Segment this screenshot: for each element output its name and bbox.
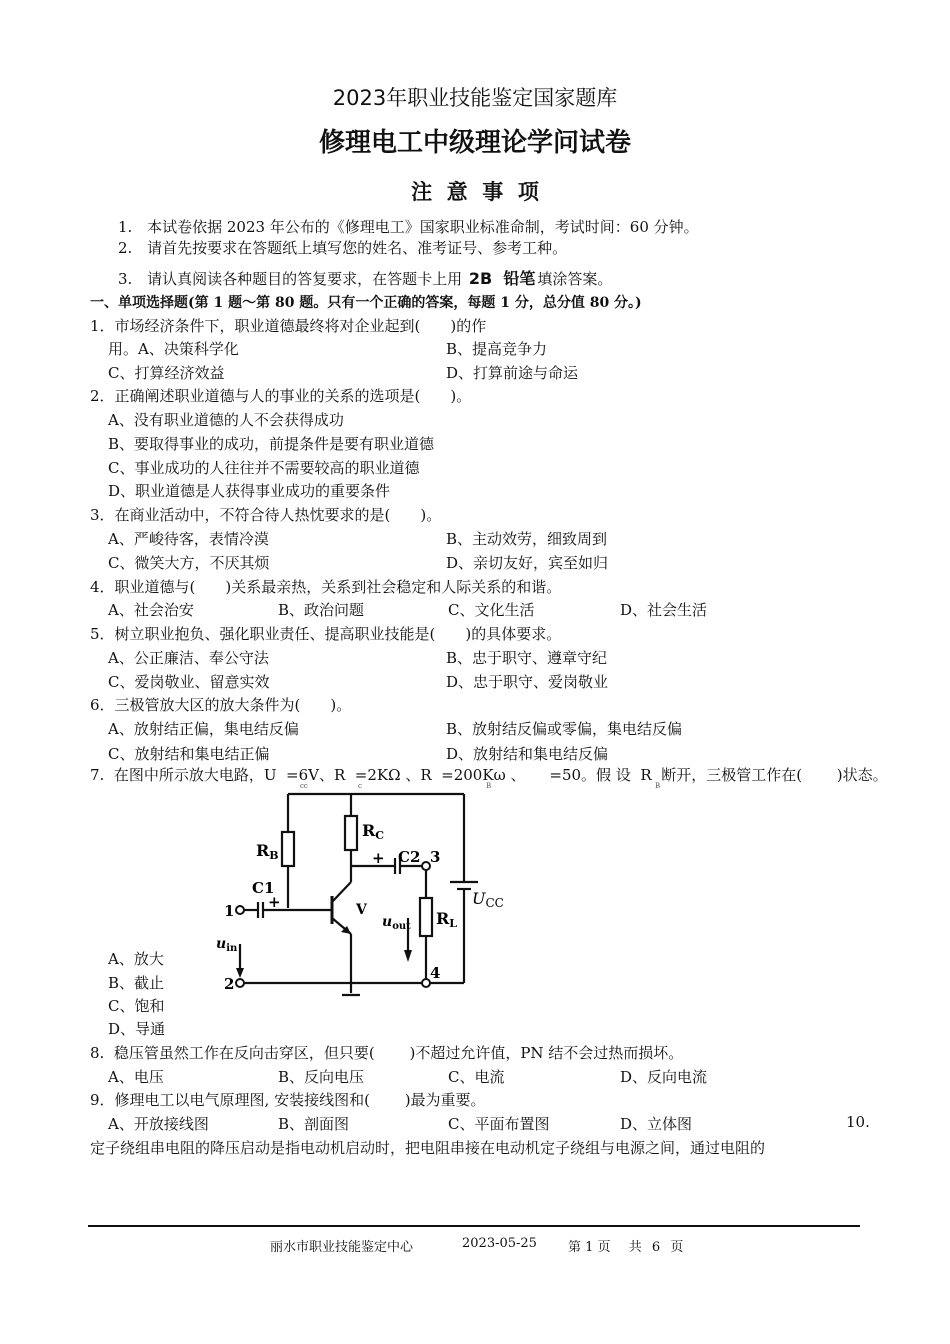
- rl-label: RL: [436, 909, 458, 930]
- q4-option-b: B、政治问题: [278, 601, 365, 619]
- q9-option-c: C、平面布置图: [448, 1115, 550, 1133]
- q8-option-a: A、电压: [108, 1068, 164, 1086]
- q1-option-b: B、提高竞争力: [446, 340, 548, 358]
- notice-title: 注 意 事 项: [411, 180, 539, 204]
- q2-option-d: D、职业道德是人获得事业成功的重要条件: [108, 482, 391, 500]
- notice-num: 2.: [118, 239, 133, 257]
- q7-option-a: A、放大: [108, 950, 164, 968]
- q3-option-d: D、亲切友好，宾至如归: [446, 554, 609, 572]
- q8-option-c: C、电流: [448, 1068, 505, 1086]
- footer-divider: [88, 1225, 860, 1227]
- footer-page-prefix: 第: [568, 1240, 582, 1255]
- node-2-label: 2: [224, 975, 235, 993]
- q2-option-a: A、没有职业道德的人不会获得成功: [108, 411, 344, 429]
- q9-stem: 9．修理电工以电气原理图, 安装接线图和( )最为重要。: [90, 1091, 486, 1109]
- q9-option-b: B、剖面图: [278, 1115, 350, 1133]
- q5-option-c: C、爱岗敬业、留意实效: [108, 673, 270, 691]
- uout-label: $u_{out}$: [382, 914, 411, 932]
- q6-option-d: D、放射结和集电结反偏: [446, 745, 609, 763]
- q8-stem: 8. 稳压管虽然工作在反向击穿区，但只要( )不超过允许值，PN 结不会过热而损坏。: [90, 1044, 684, 1062]
- notice-text: 请首先按要求在答题纸上填写您的姓名、准考证号、参考工种。: [147, 239, 568, 257]
- paper-title: 修理电工中级理论学问试卷: [318, 128, 631, 158]
- q7-sub-c: c: [358, 782, 362, 790]
- q5-option-b: B、忠于职守、遵章守纪: [446, 649, 608, 667]
- transistor-v-label: V: [356, 902, 367, 918]
- rb-label: RB: [256, 841, 279, 862]
- uin-label: $u_{in}$: [216, 936, 238, 954]
- q5-stem: 5．树立职业抱负、强化职业责任、提高职业技能是( )的具体要求。: [90, 625, 562, 643]
- q5-option-a: A、公正廉洁、奉公守法: [108, 649, 269, 667]
- notice-item-1: [118, 216, 699, 237]
- q7-sub-b: B: [486, 782, 492, 790]
- q8-option-b: B、反向电压: [278, 1068, 365, 1086]
- q1-option-c: C、打算经济效益: [108, 364, 225, 382]
- notice-text: 本试卷依据 2023 年公布的《修理电工》国家职业标准命制，考试时间：60 分钟。: [147, 218, 699, 236]
- q1-stem: 1．市场经济条件下，职业道德最终将对企业起到( )的作: [90, 317, 487, 335]
- q10-stem: 定子绕组串电阻的降压启动是指电动机启动时，把电阻串接在电动机定子绕组与电源之间，通过电阻的: [90, 1139, 766, 1157]
- q3-option-b: B、主动效劳，细致周到: [446, 530, 608, 548]
- amplifier-circuit-diagram: [210, 786, 510, 1006]
- q3-stem: 3．在商业活动中，不符合待人热忱要求的是( )。: [90, 506, 442, 524]
- notice-text-end: 填涂答案。: [537, 270, 613, 288]
- q7-sub-b2: B: [655, 782, 661, 790]
- q4-option-d: D、社会生活: [620, 601, 708, 619]
- footer-total-number: 6: [651, 1240, 661, 1255]
- q1-option-a: 用。A、决策科学化: [108, 340, 239, 358]
- q7-option-c: C、饱和: [108, 997, 165, 1015]
- node-3-label: 3: [430, 848, 441, 866]
- notice-item-3: [118, 266, 612, 289]
- q2-option-b: B、要取得事业的成功，前提条件是要有职业道德: [108, 435, 435, 453]
- c1-label: C1: [252, 879, 275, 897]
- q6-stem: 6．三极管放大区的放大条件为( )。: [90, 696, 352, 714]
- q8-option-d: D、反向电流: [620, 1068, 708, 1086]
- q7-sub-cc: cc: [300, 782, 308, 790]
- q10-number: 10.: [846, 1113, 870, 1131]
- c2-plus-label: +: [372, 849, 385, 867]
- q6-option-b: B、放射结反偏或零偏，集电结反偏: [446, 720, 683, 738]
- q4-stem: 4．职业道德与( )关系最亲热，关系到社会稳定和人际关系的和谐。: [90, 578, 562, 596]
- notice-text: 请认真阅读各种题目的答复要求，在答题卡上用: [147, 270, 463, 288]
- q6-option-a: A、放射结正偏，集电结反偏: [108, 720, 299, 738]
- q9-option-a: A、开放接线图: [108, 1115, 209, 1133]
- section-heading: 一、单项选择题(第 1 题～第 80 题。只有一个正确的答案，每题 1 分，总分值 80 分。): [90, 295, 642, 311]
- q2-stem: 2．正确阐述职业道德与人的事业的关系的选项是( )。: [90, 387, 472, 405]
- q5-option-d: D、忠于职守、爱岗敬业: [446, 673, 609, 691]
- q3-option-a: A、严峻待客，表情冷漠: [108, 530, 269, 548]
- notice-emphasis: 2B 铅笔: [468, 269, 536, 288]
- notice-num: 1.: [118, 218, 133, 236]
- q7-stem: 7. 在图中所示放大电路，U =6V、R =2KΩ 、R =200Kω 、 =50。假 设 R 断开，三极管工作在( )状态。: [90, 766, 888, 784]
- c2-label: C2: [398, 848, 421, 866]
- notice-item-2: [118, 237, 567, 258]
- q4-option-c: C、文化生活: [448, 601, 535, 619]
- node-1-label: 1: [224, 902, 235, 920]
- q4-option-a: A、社会治安: [108, 601, 194, 619]
- footer-total-prefix: 共: [628, 1240, 642, 1255]
- node-4-label: 4: [430, 964, 441, 982]
- q6-option-c: C、放射结和集电结正偏: [108, 745, 270, 763]
- q2-option-c: C、事业成功的人往往并不需要较高的职业道德: [108, 459, 420, 477]
- q7-option-b: B、截止: [108, 974, 165, 992]
- footer-org: 丽水市职业技能鉴定中心: [270, 1240, 414, 1255]
- q9-option-d: D、立体图: [620, 1115, 693, 1133]
- footer-page: [568, 1236, 683, 1255]
- footer-page-number: 1: [585, 1240, 594, 1255]
- rc-label: RC: [362, 821, 385, 842]
- c1-plus-label: +: [268, 893, 281, 911]
- footer-page-suffix: 页: [597, 1240, 611, 1255]
- q3-option-c: C、微笑大方，不厌其烦: [108, 554, 270, 572]
- notice-num: 3.: [118, 270, 133, 288]
- exam-source-title: 2023年职业技能鉴定国家题库: [332, 86, 618, 110]
- q1-option-d: D、打算前途与命运: [446, 364, 579, 382]
- ucc-label: UCC: [472, 889, 504, 910]
- footer-total-suffix: 页: [670, 1240, 684, 1255]
- q7-option-d: D、导通: [108, 1020, 166, 1038]
- footer-date: 2023-05-25: [462, 1236, 537, 1251]
